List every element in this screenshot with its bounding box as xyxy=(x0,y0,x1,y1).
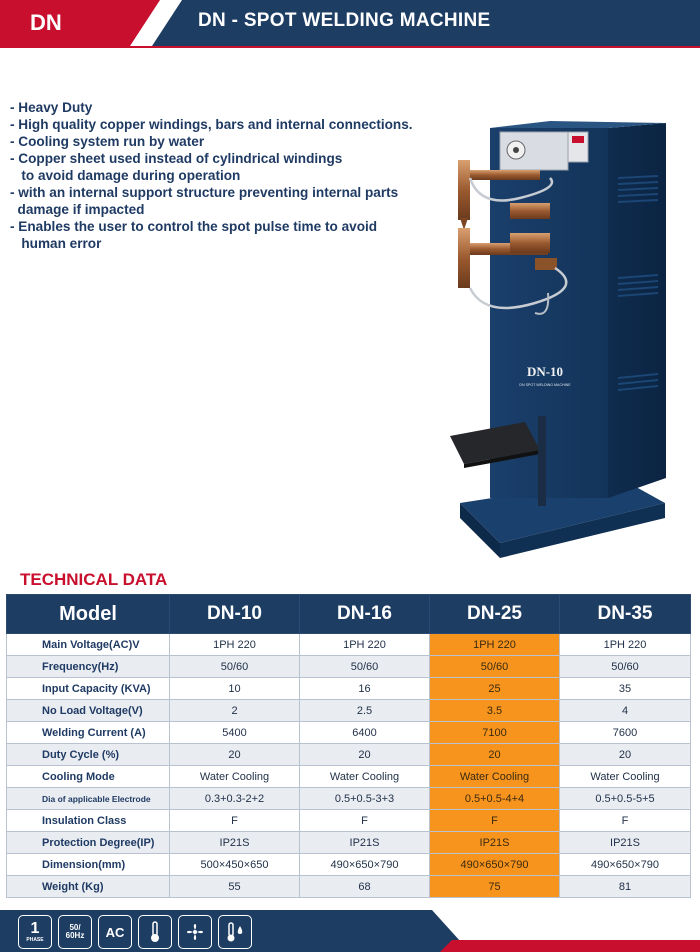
table-cell: 75 xyxy=(430,876,560,898)
row-label: Frequency(Hz) xyxy=(7,656,170,678)
header-bar xyxy=(0,0,700,46)
table-cell: 490×650×790 xyxy=(300,854,430,876)
table-cell: 1PH 220 xyxy=(430,634,560,656)
row-label: Input Capacity (KVA) xyxy=(7,678,170,700)
column-header-model: Model xyxy=(7,595,170,634)
table-cell: IP21S xyxy=(430,832,560,854)
table-cell: 5400 xyxy=(170,722,300,744)
table-row xyxy=(7,832,691,854)
table-row xyxy=(7,656,691,678)
machine-model-label: DN-10 xyxy=(526,364,564,379)
row-label: Insulation Class xyxy=(7,810,170,832)
table-cell: Water Cooling xyxy=(300,766,430,788)
row-label: Dimension(mm) xyxy=(7,854,170,876)
row-label: Dia of applicable Electrode xyxy=(7,788,170,810)
table-row xyxy=(7,700,691,722)
ac-icon: AC xyxy=(98,915,132,949)
table-cell: 81 xyxy=(560,876,691,898)
table-cell: 35 xyxy=(560,678,691,700)
product-code: DN xyxy=(30,10,62,35)
table-cell: 7600 xyxy=(560,722,691,744)
table-cell: 50/60 xyxy=(300,656,430,678)
single-phase-icon: 1 PHASE xyxy=(18,915,52,949)
row-label: No Load Voltage(V) xyxy=(7,700,170,722)
table-cell: 20 xyxy=(170,744,300,766)
table-cell: F xyxy=(430,810,560,832)
feature-item: to avoid damage during operation xyxy=(10,168,241,183)
row-label: Protection Degree(IP) xyxy=(7,832,170,854)
column-header-dn-16: DN-16 xyxy=(300,595,430,634)
table-cell: F xyxy=(300,810,430,832)
table-cell: IP21S xyxy=(300,832,430,854)
table-cell: 3.5 xyxy=(430,700,560,722)
table-cell: Water Cooling xyxy=(430,766,560,788)
feature-item: - with an internal support structure preventing internal parts xyxy=(10,185,399,200)
feature-item: human error xyxy=(10,236,102,251)
table-cell: 490×650×790 xyxy=(560,854,691,876)
page-title: DN - SPOT WELDING MACHINE xyxy=(198,10,491,31)
table-cell: IP21S xyxy=(170,832,300,854)
table-row xyxy=(7,854,691,876)
table-cell: F xyxy=(560,810,691,832)
table-cell: 10 xyxy=(170,678,300,700)
table-row xyxy=(7,766,691,788)
feature-list xyxy=(10,99,450,252)
table-cell: 2.5 xyxy=(300,700,430,722)
table-cell: 16 xyxy=(300,678,430,700)
column-header-dn-25: DN-25 xyxy=(430,595,560,634)
frequency-icon: 50/ 60Hz xyxy=(58,915,92,949)
table-cell: F xyxy=(170,810,300,832)
table-cell: Water Cooling xyxy=(170,766,300,788)
column-header-dn-10: DN-10 xyxy=(170,595,300,634)
feature-item: - Heavy Duty xyxy=(10,100,93,115)
column-header-dn-35: DN-35 xyxy=(560,595,691,634)
table-row xyxy=(7,744,691,766)
feature-item: - Cooling system run by water xyxy=(10,134,205,149)
table-row xyxy=(7,876,691,898)
table-cell: 1PH 220 xyxy=(300,634,430,656)
feature-item: - Enables the user to control the spot pulse time to avoid xyxy=(10,219,378,234)
header-code-tab xyxy=(0,0,160,46)
table-header-row xyxy=(7,595,691,634)
table-cell: 0.5+0.5-4+4 xyxy=(430,788,560,810)
spot-welding-machine-image xyxy=(440,118,680,558)
table-cell: 68 xyxy=(300,876,430,898)
row-label: Cooling Mode xyxy=(7,766,170,788)
table-cell: 7100 xyxy=(430,722,560,744)
row-label: Main Voltage(AC)V xyxy=(7,634,170,656)
table-cell: 2 xyxy=(170,700,300,722)
table-cell: 500×450×650 xyxy=(170,854,300,876)
technical-data-title: TECHNICAL DATA xyxy=(20,570,168,589)
feature-item: damage if impacted xyxy=(10,202,145,217)
machine-sublabel: DN SPOT WELDING MACHINE xyxy=(519,383,571,387)
table-cell: 0.5+0.5-5+5 xyxy=(560,788,691,810)
table-row xyxy=(7,788,691,810)
table-cell: Water Cooling xyxy=(560,766,691,788)
table-cell: 0.3+0.3-2+2 xyxy=(170,788,300,810)
table-cell: 20 xyxy=(430,744,560,766)
table-cell: IP21S xyxy=(560,832,691,854)
feature-item: - High quality copper windings, bars and internal connections. xyxy=(10,117,413,132)
table-cell: 55 xyxy=(170,876,300,898)
table-cell: 50/60 xyxy=(430,656,560,678)
table-cell: 4 xyxy=(560,700,691,722)
table-cell: 20 xyxy=(300,744,430,766)
table-cell: 25 xyxy=(430,678,560,700)
fan-cooling-icon xyxy=(178,915,212,949)
table-cell: 0.5+0.5-3+3 xyxy=(300,788,430,810)
feature-icon-row xyxy=(18,915,252,949)
table-cell: 50/60 xyxy=(560,656,691,678)
table-cell: 50/60 xyxy=(170,656,300,678)
row-label: Duty Cycle (%) xyxy=(7,744,170,766)
row-label: Weight (Kg) xyxy=(7,876,170,898)
technical-data-table xyxy=(6,594,691,898)
footer-bar xyxy=(0,910,700,952)
table-cell: 1PH 220 xyxy=(170,634,300,656)
thermal-protection-icon xyxy=(138,915,172,949)
table-row xyxy=(7,722,691,744)
header-divider xyxy=(0,46,700,48)
table-row xyxy=(7,678,691,700)
table-cell: 20 xyxy=(560,744,691,766)
row-label: Welding Current (A) xyxy=(7,722,170,744)
table-cell: 6400 xyxy=(300,722,430,744)
table-row xyxy=(7,810,691,832)
table-row xyxy=(7,634,691,656)
table-cell: 490×650×790 xyxy=(430,854,560,876)
feature-item: - Copper sheet used instead of cylindrical windings xyxy=(10,151,343,166)
table-cell: 1PH 220 xyxy=(560,634,691,656)
water-cooling-icon xyxy=(218,915,252,949)
footer-accent xyxy=(440,940,700,952)
